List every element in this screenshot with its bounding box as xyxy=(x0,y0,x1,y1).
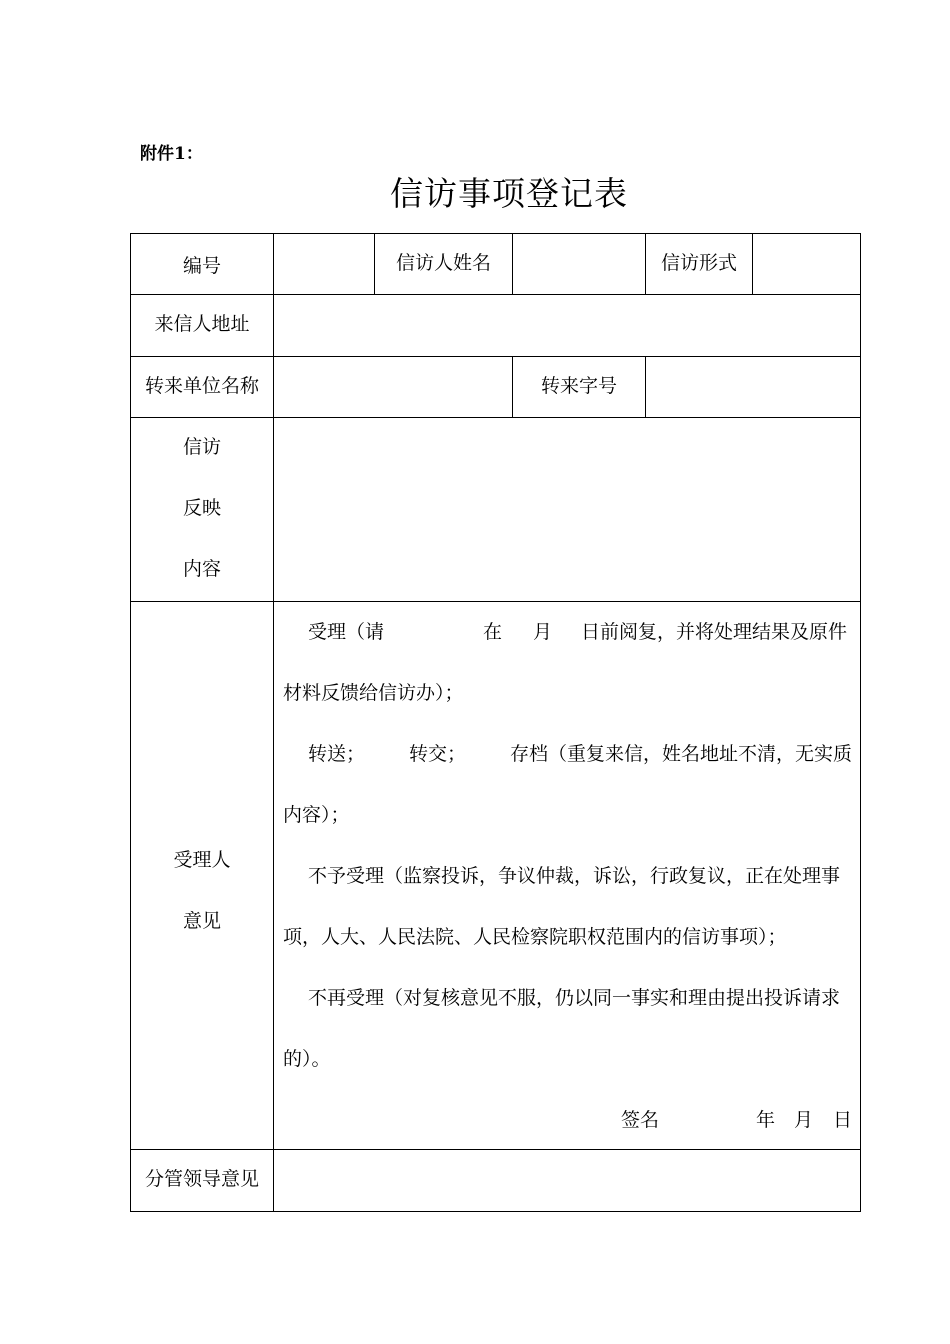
sender-address-label: 来信人地址 xyxy=(154,313,250,335)
date-year-label: 年 xyxy=(756,1109,776,1131)
accept-deadline-rest: 日前阅复，并将处理结果及原件 xyxy=(581,621,848,643)
option-archive-text: 存档（重复来信，姓名地址不清，无实质 xyxy=(510,743,853,765)
petition-content-field[interactable] xyxy=(274,418,860,601)
leader-opinion-field[interactable] xyxy=(274,1150,860,1211)
forwarding-unit-label: 转来单位名称 xyxy=(144,375,259,397)
option-accept-text: 受理（请 xyxy=(308,621,385,643)
attachment-label: 附件1： xyxy=(140,144,203,164)
number-field[interactable] xyxy=(274,234,374,294)
forwarding-unit-field[interactable] xyxy=(274,357,512,417)
label-line: 意见 xyxy=(182,910,221,932)
accept-text-cont: 材料反馈给信访办）； xyxy=(283,682,464,704)
no-further-text-cont: 的）。 xyxy=(283,1048,331,1070)
archive-text-cont: 内容）； xyxy=(283,804,350,826)
petitioner-name-field[interactable] xyxy=(513,234,645,294)
form-title: 信访事项登记表 xyxy=(390,174,628,213)
petition-type-field[interactable] xyxy=(753,234,860,294)
label-line: 信访 xyxy=(182,436,221,458)
reject-text-cont: 项，人大、人民法院、人民检察院职权范围内的信访事项）； xyxy=(283,926,787,948)
option-forward-text: 转送； xyxy=(308,743,366,765)
leader-opinion-label: 分管领导意见 xyxy=(144,1167,259,1190)
date-month-label: 月 xyxy=(794,1109,814,1131)
handler-opinion-label xyxy=(131,602,273,1149)
petition-type-label: 信访形式 xyxy=(660,251,737,274)
forwarding-ref-field[interactable] xyxy=(646,357,860,417)
sender-address-field[interactable] xyxy=(274,295,860,356)
table-border-right xyxy=(860,233,861,1212)
accept-deadline-in: 在 xyxy=(483,621,503,643)
label-line: 受理人 xyxy=(173,849,231,871)
petition-content-label xyxy=(131,418,273,601)
option-transfer-text: 转交； xyxy=(409,743,467,765)
registration-table xyxy=(130,233,861,1212)
option-no-further-text: 不再受理（对复核意见不服，仍以同一事实和理由提出投诉请求 xyxy=(308,987,841,1009)
label-line: 内容 xyxy=(182,558,221,580)
label-line: 反映 xyxy=(182,497,221,519)
forwarding-ref-label: 转来字号 xyxy=(540,375,617,397)
date-day-label: 日 xyxy=(833,1109,853,1131)
option-reject-text: 不予受理（监察投诉，争议仲裁，诉讼，行政复议，正在处理事 xyxy=(308,865,841,887)
table-border-bottom xyxy=(130,1211,861,1212)
signature-label: 签名 xyxy=(621,1109,660,1131)
petitioner-name-label: 信访人姓名 xyxy=(395,251,491,274)
number-label: 编号 xyxy=(182,254,221,277)
accept-deadline-month: 月 xyxy=(533,621,553,643)
